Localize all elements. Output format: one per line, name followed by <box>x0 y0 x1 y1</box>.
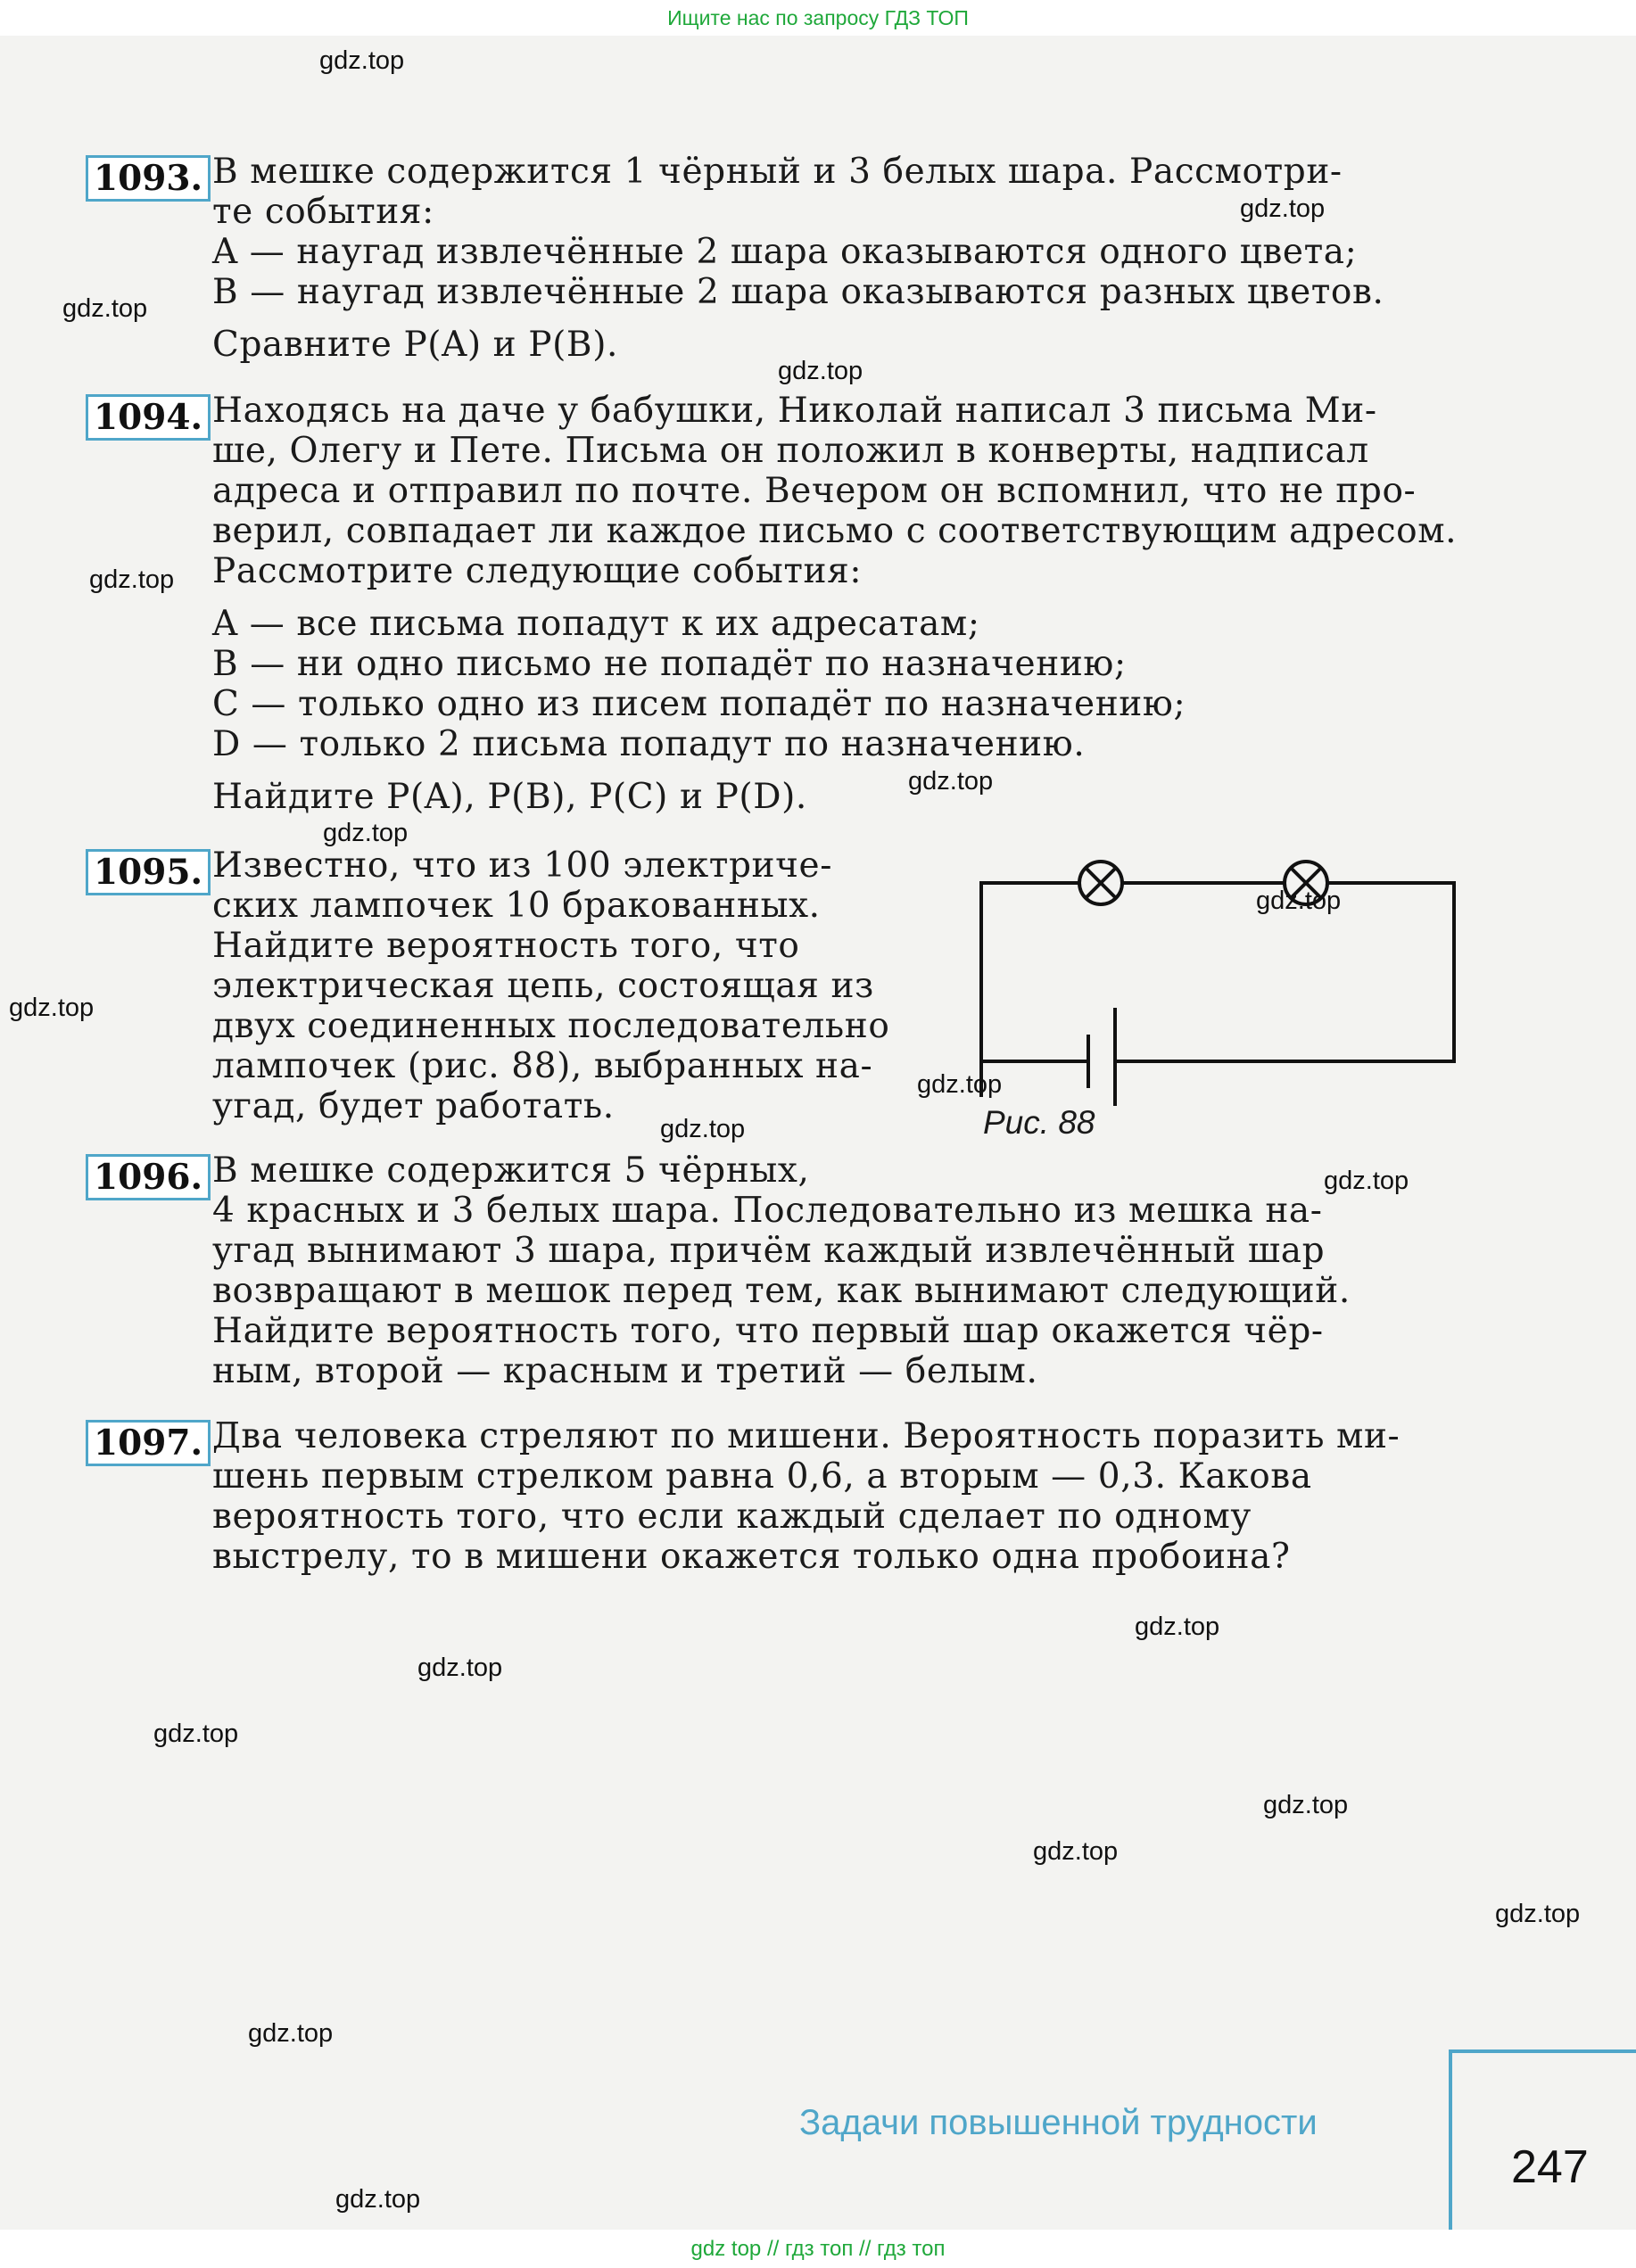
battery-icon <box>1088 1008 1115 1106</box>
text-line: Рассмотрите следующие события: <box>212 551 863 591</box>
text-line: ских лампочек 10 бракованных. <box>212 886 821 926</box>
watermark: gdz.top <box>417 1654 503 1682</box>
problem-text <box>212 391 1457 817</box>
text-line: двух соединенных последовательно <box>212 1006 890 1046</box>
text-line: Два человека стреляют по мишени. Вероятность поразить ми- <box>212 1416 1401 1456</box>
footer-section-title: Задачи повышенной трудности <box>799 2103 1318 2142</box>
watermark: gdz.top <box>1033 1837 1119 1866</box>
text-line: ше, Олегу и Пете. Письма он положил в конверты, надписал <box>212 431 1369 471</box>
problem-text <box>212 1150 1351 1391</box>
watermark: gdz.top <box>89 565 175 594</box>
footer-corner <box>1449 2049 1636 2230</box>
text-line: лампочек (рис. 88), выбранных на- <box>212 1046 873 1086</box>
text-line: В мешке содержится 1 чёрный и 3 белых шара. Рассмотри- <box>212 152 1343 192</box>
text-line: Найдите вероятность того, что первый шар окажется чёр- <box>212 1311 1324 1351</box>
text-line: электрическая цепь, состоящая из <box>212 966 874 1006</box>
text-line: адреса и отправил по почте. Вечером он вспомнил, что не про- <box>212 471 1417 511</box>
text-line: B — наугад извлечённые 2 шара оказываются разных цветов. <box>212 272 1384 312</box>
watermark: gdz.top <box>1263 1791 1349 1819</box>
text-line: C — только одно из писем попадёт по назначению; <box>212 684 1186 724</box>
text-line: угад вынимают 3 шара, причём каждый извлечённый шар <box>212 1231 1326 1271</box>
watermark: gdz.top <box>319 46 405 75</box>
watermark: gdz.top <box>335 2185 421 2214</box>
watermark: gdz.top <box>1135 1612 1220 1641</box>
watermark: gdz.top <box>1495 1900 1581 1928</box>
watermark: gdz.top <box>323 819 409 847</box>
problem-number: 1093. <box>86 155 211 202</box>
text-line: те события: <box>212 192 434 232</box>
watermark: gdz.top <box>1324 1167 1409 1195</box>
watermark: gdz.top <box>917 1070 1003 1099</box>
text-line: ным, второй — красным и третий — белым. <box>212 1351 1038 1391</box>
text-line: Найдите вероятность того, что <box>212 926 800 966</box>
watermark: gdz.top <box>62 294 148 323</box>
text-line: вероятность того, что если каждый сделает по одному <box>212 1497 1252 1537</box>
text-line: выстрелу, то в мишени окажется только одна пробоина? <box>212 1537 1291 1577</box>
watermark: gdz.top <box>153 1720 239 1748</box>
problem-text <box>212 1416 1400 1577</box>
textbook-page <box>0 36 1636 2230</box>
circuit-figure <box>972 838 1472 1106</box>
text-line: Сравните P(A) и P(B). <box>212 325 619 365</box>
problem-text <box>212 152 1384 365</box>
text-line: A — наугад извлечённые 2 шара оказываются одного цвета; <box>212 232 1358 272</box>
text-line: A — все письма попадут к их адресатам; <box>212 604 980 644</box>
text-line: шень первым стрелком равна 0,6, а вторым — 0,3. Какова <box>212 1456 1312 1497</box>
watermark: gdz.top <box>9 994 95 1022</box>
text-line: угад, будет работать. <box>212 1086 615 1126</box>
text-line: В мешке содержится 5 чёрных, <box>212 1150 810 1191</box>
text-line: D — только 2 письма попадут по назначению. <box>212 724 1086 764</box>
problem-text <box>212 845 889 1126</box>
text-line: верил, совпадает ли каждое письмо с соответствующим адресом. <box>212 511 1458 551</box>
watermark: gdz.top <box>778 357 863 385</box>
problem-number: 1097. <box>86 1420 211 1466</box>
watermark: gdz.top <box>1256 887 1342 915</box>
problem-number: 1096. <box>86 1154 211 1200</box>
watermark: gdz.top <box>908 767 994 796</box>
figure-caption: Рис. 88 <box>983 1104 1095 1141</box>
text-line: Известно, что из 100 электриче- <box>212 845 832 886</box>
page-number: 247 <box>1511 2141 1589 2193</box>
watermark: gdz.top <box>1240 194 1326 223</box>
text-line: 4 красных и 3 белых шара. Последовательно из мешка на- <box>212 1191 1323 1231</box>
text-line: Найдите P(A), P(B), P(C) и P(D). <box>212 777 807 817</box>
text-line: Находясь на даче у бабушки, Николай написал 3 письма Ми- <box>212 391 1377 431</box>
lamp-1-icon <box>1079 862 1122 904</box>
circuit-wire <box>981 883 1454 1097</box>
watermark: gdz.top <box>660 1115 746 1143</box>
problem-number: 1094. <box>86 394 211 441</box>
top-banner: Ищите нас по запросу ГДЗ ТОП <box>0 0 1636 36</box>
bottom-banner: gdz top // гдз топ // гдз топ <box>0 2230 1636 2268</box>
watermark: gdz.top <box>248 2019 334 2048</box>
problem-number: 1095. <box>86 849 211 895</box>
text-line: B — ни одно письмо не попадёт по назначению; <box>212 644 1127 684</box>
text-line: возвращают в мешок перед тем, как вынимают следующий. <box>212 1271 1351 1311</box>
